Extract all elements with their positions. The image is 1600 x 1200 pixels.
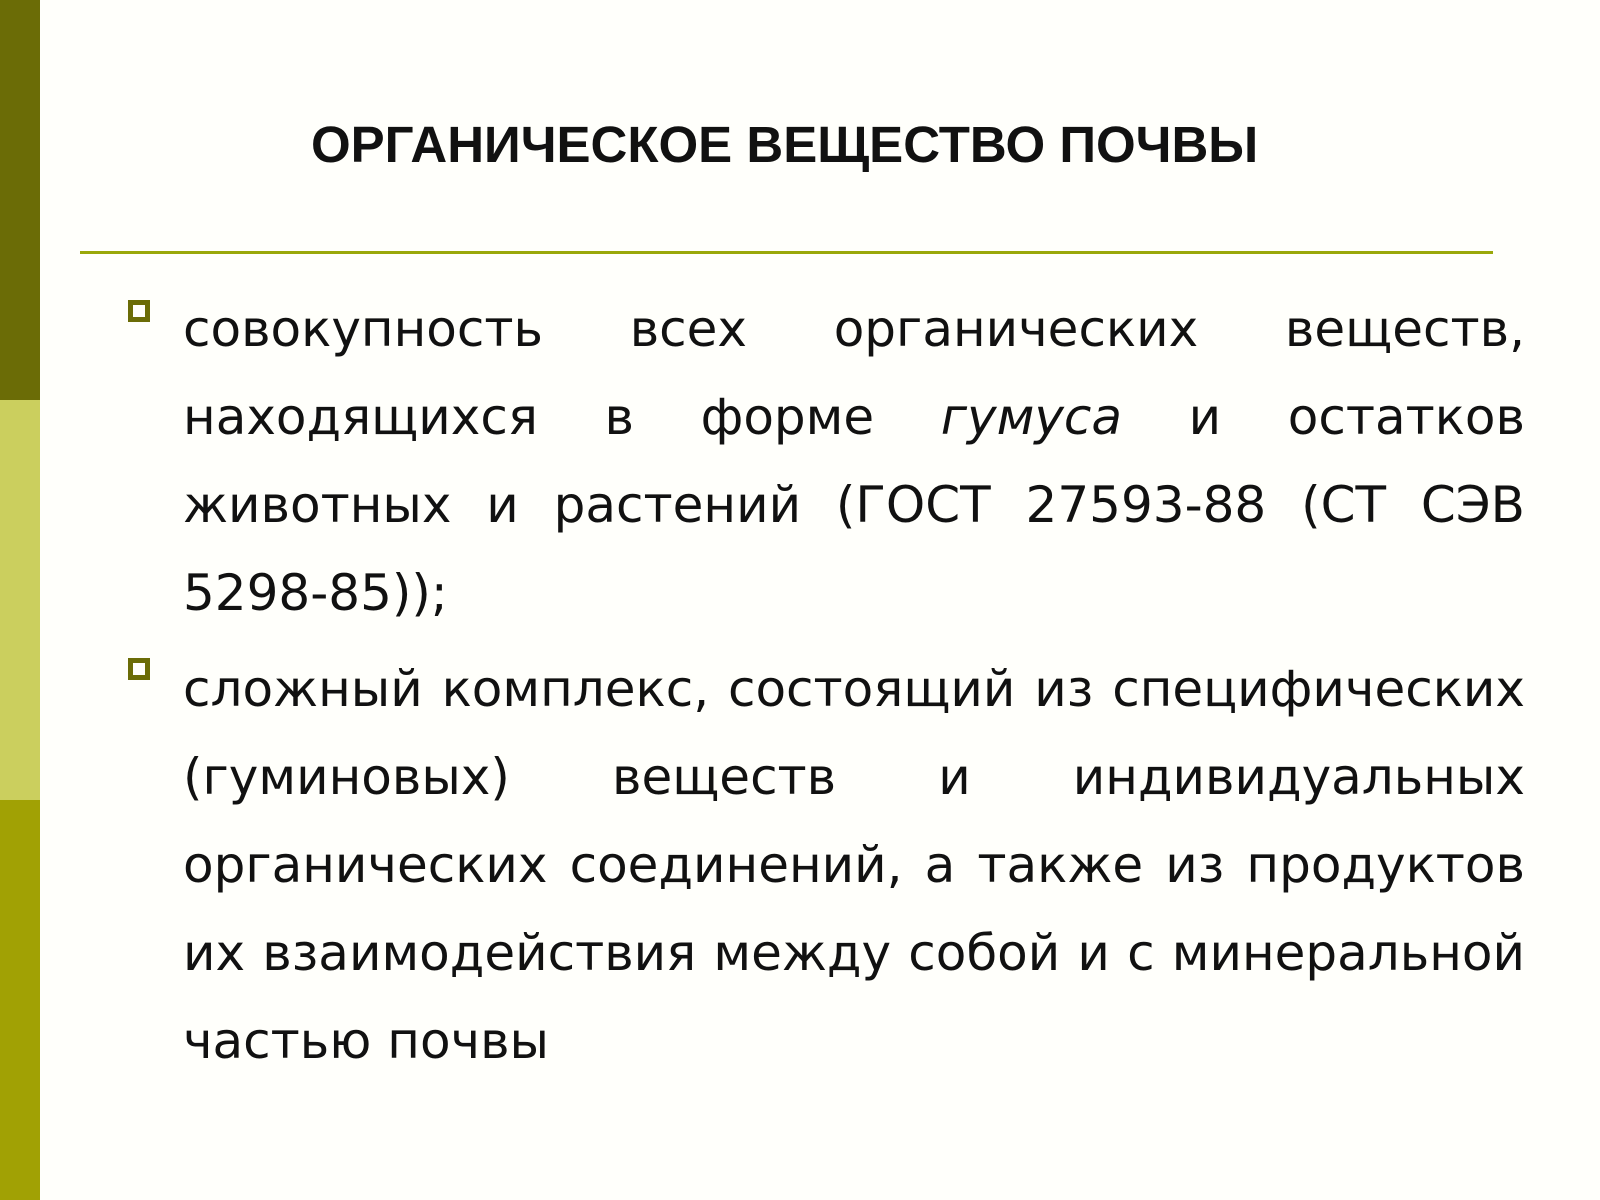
bullet-text-2: сложный комплекс, состоящий из специфических (гуминовых) веществ и индивидуальных органических соединений, а также из продуктов их взаимодействия между собой и с минеральной частью почвы [183, 660, 1525, 1070]
sidebar-segment-bottom [0, 800, 40, 1200]
bullet-text-1 [183, 285, 1525, 637]
hollow-square-bullet-icon [128, 300, 150, 322]
hollow-square-bullet-icon [128, 658, 150, 680]
bullet-item-1 [125, 285, 1525, 637]
sidebar-segment-middle [0, 400, 40, 800]
bullet-text-1-end: и остатков животных и растений (ГОСТ 27593-88 (СТ СЭВ 5298-85)); [183, 388, 1525, 622]
sidebar-segment-top [0, 0, 40, 400]
title-divider [80, 251, 1493, 254]
sidebar-decoration [0, 0, 40, 1200]
bullet-text-1-start: совокупность всех органических веществ, находящихся в форме [183, 300, 1525, 446]
bullet-text-1-italic-term: гумуса [940, 388, 1123, 446]
slide-title: ОРГАНИЧЕСКОЕ ВЕЩЕСТВО ПОЧВЫ [311, 116, 1259, 173]
bullet-list [125, 285, 1525, 1085]
bullet-item-2 [125, 645, 1525, 1085]
